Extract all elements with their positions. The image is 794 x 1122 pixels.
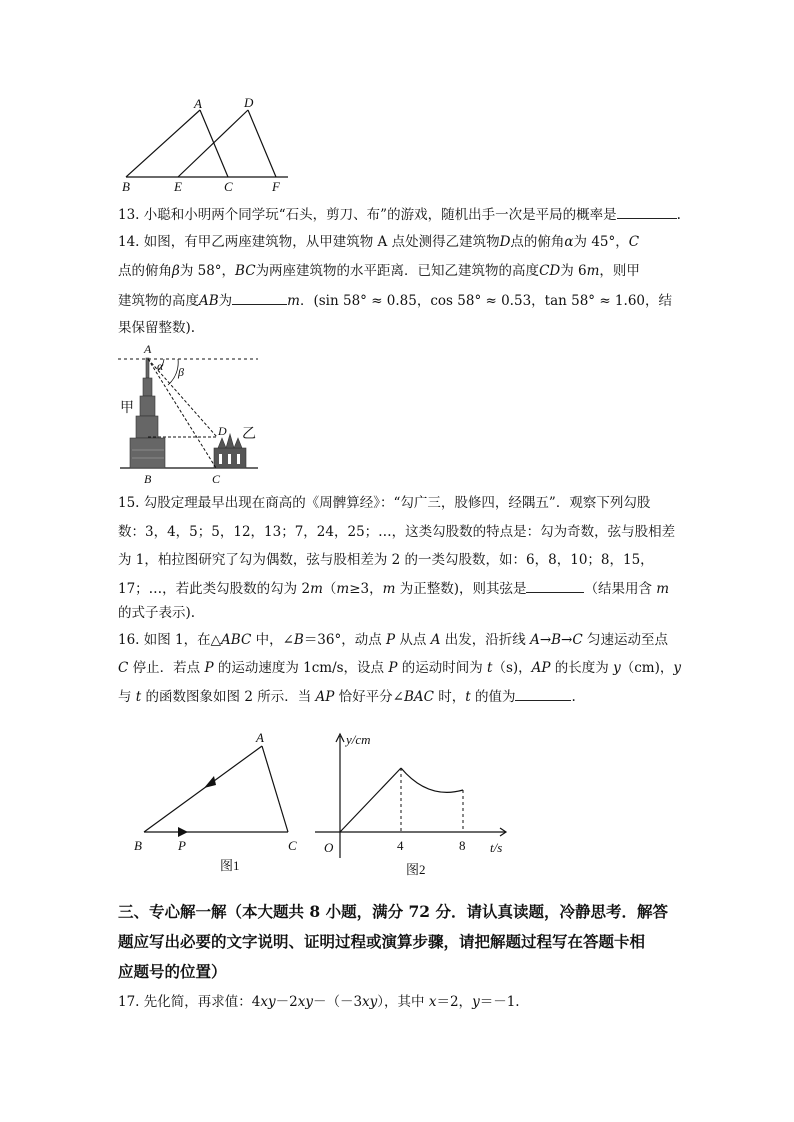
segment-ba bbox=[144, 746, 262, 832]
text-span: ，则甲 bbox=[599, 263, 640, 279]
building-jia bbox=[130, 358, 165, 468]
label-d: D bbox=[244, 95, 254, 110]
text-span: 的运动时间为 bbox=[397, 660, 488, 676]
text-span: 时， bbox=[433, 689, 466, 705]
label-y-axis: y/cm bbox=[346, 732, 371, 747]
text-span: AB bbox=[199, 293, 219, 309]
segment-ac bbox=[262, 746, 288, 832]
text-span: y bbox=[673, 660, 682, 676]
graph-curve-segment bbox=[401, 768, 463, 792]
text-span: C bbox=[628, 234, 640, 250]
text-span: A bbox=[430, 632, 441, 648]
text-span: AP bbox=[315, 689, 335, 705]
segment-df bbox=[248, 110, 276, 177]
label-d: D bbox=[218, 424, 227, 438]
text-span: 为 58°， bbox=[179, 263, 236, 279]
question-15-line-2 bbox=[118, 522, 675, 542]
label-origin: O bbox=[324, 840, 334, 855]
text-span: 17；…，若此类勾股数的勾为 2 bbox=[118, 581, 311, 597]
text-span: 点的俯角 bbox=[118, 263, 172, 279]
text-span: ＝2， bbox=[436, 994, 473, 1010]
text-span: 为正整数)，则其弦是 bbox=[395, 581, 527, 597]
text-span: 与 bbox=[118, 689, 136, 705]
question-15-line-4 bbox=[118, 578, 669, 599]
text-span: 为 45°， bbox=[573, 234, 629, 250]
label-alpha: α bbox=[157, 359, 164, 373]
text-span: CD bbox=[539, 263, 561, 279]
question-13 bbox=[118, 204, 681, 225]
text-span: 为 1，柏拉图研究了勾为偶数，弦与股相差为 2 的一类勾股数，如：6，8，10；8，15， bbox=[118, 552, 654, 568]
text-span: m bbox=[382, 581, 396, 597]
triangle-abc-figure bbox=[128, 728, 308, 878]
text-span: y bbox=[472, 994, 480, 1010]
question-15-line-3 bbox=[118, 550, 654, 570]
answer-blank-15[interactable] bbox=[526, 578, 584, 593]
text-span: m bbox=[586, 263, 600, 279]
text-span: A→B→C bbox=[530, 632, 583, 648]
text-span: ≥3， bbox=[349, 581, 383, 597]
section-3-heading-line-2 bbox=[118, 928, 645, 956]
text-span: 的长度为 bbox=[550, 660, 614, 676]
text-span: 恰好平分∠ bbox=[334, 689, 404, 705]
text-span: ．(sin 58° ≈ 0.85，cos 58° ≈ 0.53，tan 58° ≈ 1.60，结 bbox=[299, 293, 672, 309]
question-14-line-4 bbox=[118, 318, 195, 338]
figure-2-caption: 图2 bbox=[406, 862, 426, 877]
label-c: C bbox=[288, 838, 297, 853]
text-span: xy bbox=[362, 994, 378, 1010]
arrow-bc bbox=[178, 827, 188, 837]
question-16-line-2 bbox=[118, 658, 681, 678]
label-b: B bbox=[144, 472, 152, 486]
label-a: A bbox=[144, 342, 152, 356]
text-span: xy bbox=[260, 994, 276, 1010]
question-16-line-3 bbox=[118, 686, 576, 707]
question-14-line-3 bbox=[118, 290, 672, 311]
text-span: 建筑物的高度 bbox=[118, 293, 199, 309]
label-beta: β bbox=[178, 365, 184, 379]
text-span: 的式子表示). bbox=[118, 605, 196, 621]
text-span: 的函数图象如图 2 所示．当 bbox=[141, 689, 316, 705]
text-span: 停止．若点 bbox=[128, 660, 205, 676]
text-span: BAC bbox=[403, 689, 434, 705]
text-span: ），其中 bbox=[377, 994, 429, 1010]
figure-1-caption: 图1 bbox=[220, 858, 240, 873]
label-c: C bbox=[212, 472, 221, 486]
text-span: t bbox=[487, 660, 493, 676]
text-span: 为两座建筑物的水平距离．已知乙建筑物的高度 bbox=[255, 263, 540, 279]
section-3-heading-line-3 bbox=[118, 958, 227, 986]
segment-ac bbox=[200, 110, 228, 177]
section-3-heading-line-1 bbox=[118, 898, 668, 926]
text-span: P bbox=[386, 632, 396, 648]
question-14-line-1 bbox=[118, 232, 639, 252]
text-span: x bbox=[428, 994, 437, 1010]
text-span: 中，∠ bbox=[251, 632, 294, 648]
answer-blank-16[interactable] bbox=[515, 686, 571, 701]
text-span: B bbox=[293, 632, 304, 648]
question-15-line-1 bbox=[118, 493, 650, 513]
text-span: 17. 先化简，再求值：4 bbox=[118, 994, 261, 1010]
text-span: m bbox=[287, 293, 300, 309]
buildings-figure bbox=[118, 340, 263, 488]
text-span: xy bbox=[297, 994, 313, 1010]
text-span: 从点 bbox=[395, 632, 431, 648]
text-span: 应题号的位置） bbox=[118, 962, 227, 981]
label-f: F bbox=[272, 179, 280, 194]
label-b: B bbox=[134, 838, 142, 853]
label-a: A bbox=[194, 96, 202, 111]
tick-8: 8 bbox=[459, 838, 466, 853]
label-yi: 乙 bbox=[242, 427, 256, 442]
arrow-ab bbox=[204, 776, 216, 788]
text-span: . bbox=[676, 207, 681, 223]
function-graph-figure bbox=[310, 728, 510, 883]
text-span: 13. 小聪和小明两个同学玩“石头，剪刀、布”的游戏，随机出手一次是平局的概率是 bbox=[118, 207, 617, 223]
text-span: AP bbox=[531, 660, 551, 676]
text-span: 匀速运动至点 bbox=[582, 632, 668, 648]
answer-blank-14[interactable] bbox=[232, 290, 287, 305]
text-span: （结果用含 bbox=[584, 581, 657, 597]
text-span: 14. 如图，有甲乙两座建筑物，从甲建筑物 A 点处测得乙建筑物 bbox=[118, 234, 500, 250]
text-span: C bbox=[118, 660, 129, 676]
label-c: C bbox=[224, 179, 233, 194]
text-span: 16. 如图 1，在△ bbox=[118, 632, 222, 648]
text-span: β bbox=[172, 263, 180, 279]
label-t-axis: t/s bbox=[490, 840, 503, 855]
text-span: 出发，沿折线 bbox=[440, 632, 531, 648]
text-span: 为 bbox=[218, 293, 233, 309]
text-span: 为 6 bbox=[560, 263, 587, 279]
text-span: （cm)， bbox=[620, 660, 674, 676]
text-span: 的运动速度为 1cm/s，设点 bbox=[213, 660, 389, 676]
text-span: P bbox=[204, 660, 214, 676]
text-span: 15. 勾股定理最早出现在商高的《周髀算经》：“勾广三，股修四，经隅五”．观察下列勾股 bbox=[118, 495, 651, 511]
text-span: 三、专心解一解（本大题共 8 小题，满分 72 分．请认真读题，冷静思考．解答 bbox=[118, 902, 668, 921]
text-span: －（－3 bbox=[312, 994, 363, 1010]
text-span: m bbox=[656, 581, 670, 597]
text-span: 果保留整数). bbox=[118, 320, 196, 336]
text-span: t bbox=[465, 689, 471, 705]
text-span: 的值为 bbox=[470, 689, 516, 705]
graph-rising-segment bbox=[340, 768, 401, 832]
text-span: t bbox=[135, 689, 142, 705]
question-16-line-1 bbox=[118, 630, 668, 650]
text-span: （s)， bbox=[492, 660, 532, 676]
label-p: P bbox=[178, 838, 186, 853]
triangles-figure bbox=[118, 95, 298, 195]
text-span: 数：3，4，5；5，12，13；7，24，25；…，这类勾股数的特点是：勾为奇数，弦与股相差 bbox=[118, 524, 676, 540]
question-15-line-5 bbox=[118, 603, 195, 623]
text-span: P bbox=[388, 660, 398, 676]
question-14-line-2 bbox=[118, 261, 640, 281]
label-b: B bbox=[122, 179, 130, 194]
text-span: BC bbox=[235, 263, 256, 279]
label-a: A bbox=[256, 730, 264, 745]
question-17 bbox=[118, 992, 520, 1012]
text-span: . bbox=[571, 689, 576, 705]
label-jia: 甲 bbox=[120, 401, 134, 416]
text-span: （ bbox=[322, 581, 337, 597]
text-span: m bbox=[310, 581, 323, 597]
text-span: －2 bbox=[275, 994, 298, 1010]
text-span: 题应写出必要的文字说明、证明过程或演算步骤，请把解题过程写在答题卡相 bbox=[118, 932, 646, 951]
text-span: 点的俯角 bbox=[510, 234, 565, 250]
text-span: ＝36°，动点 bbox=[303, 632, 387, 648]
text-span: D bbox=[499, 234, 511, 250]
label-e: E bbox=[174, 179, 182, 194]
text-span: m bbox=[336, 581, 350, 597]
text-span: α bbox=[564, 234, 574, 250]
text-span: y bbox=[613, 660, 621, 676]
tick-4: 4 bbox=[397, 838, 404, 853]
text-span: ABC bbox=[221, 632, 252, 648]
answer-blank-13[interactable] bbox=[617, 204, 677, 219]
text-span: ＝－1. bbox=[479, 994, 520, 1010]
